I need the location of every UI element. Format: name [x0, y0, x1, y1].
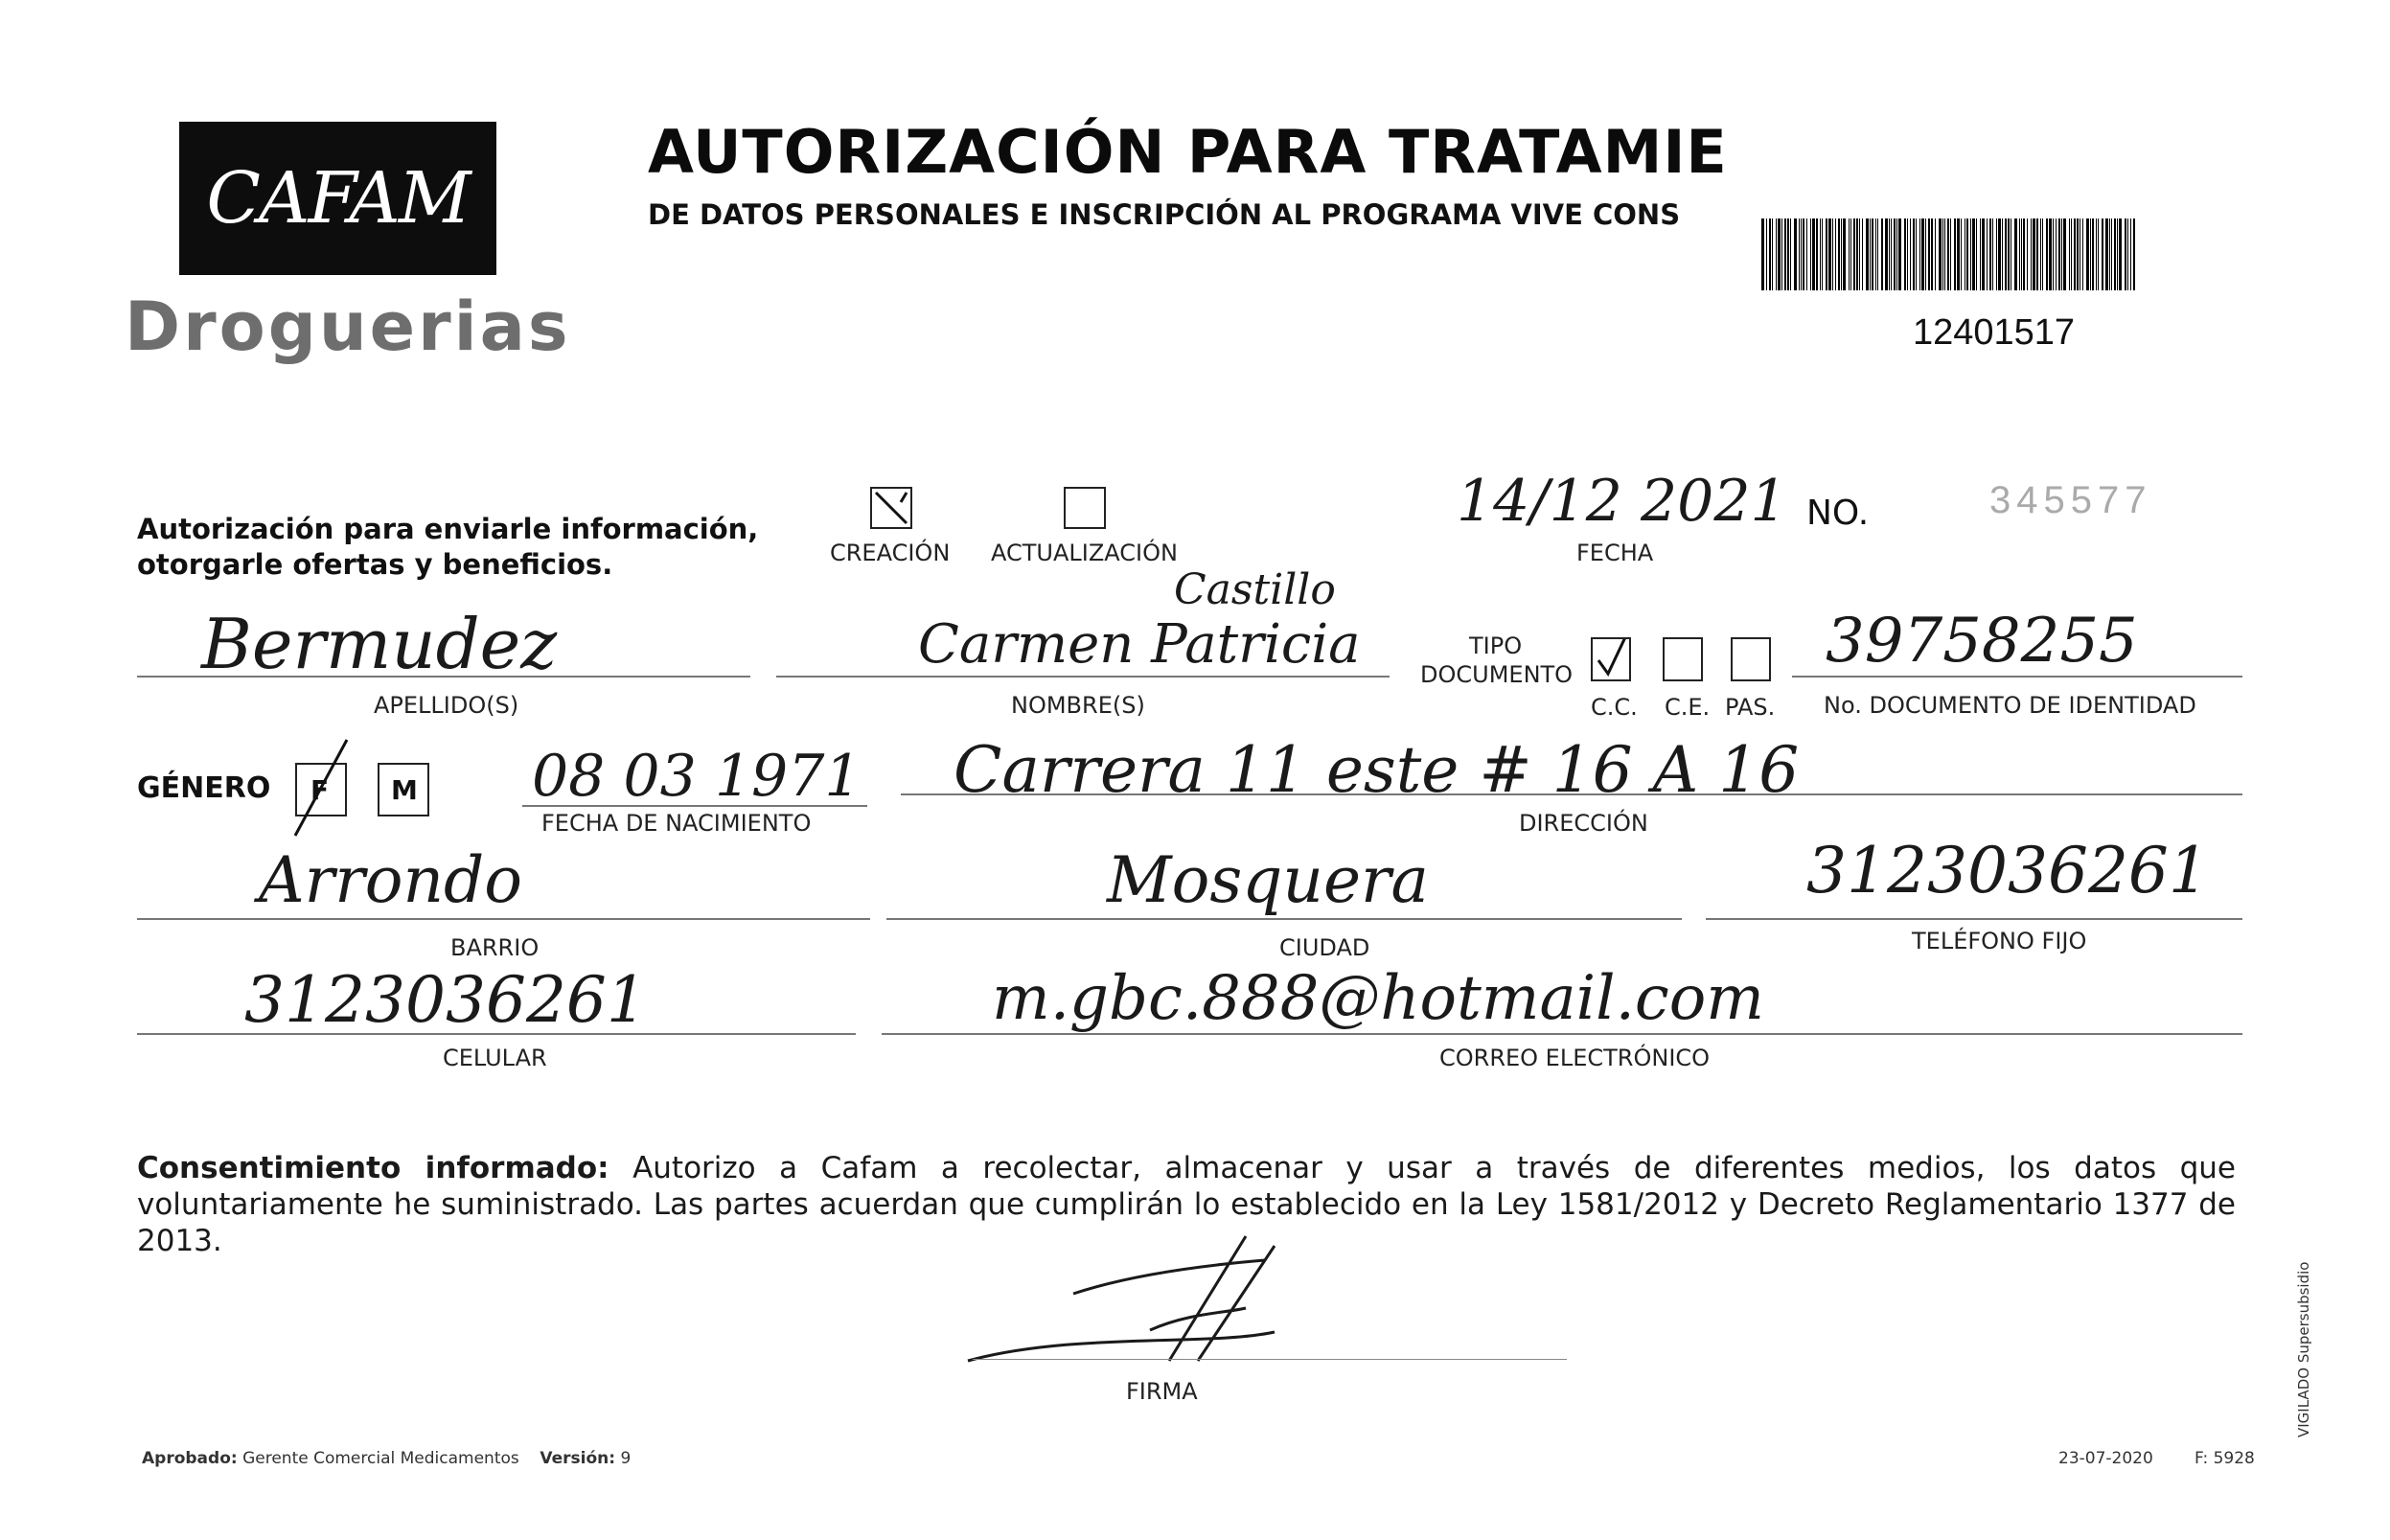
barcode-bar	[1996, 218, 1997, 290]
barcode-bar	[1794, 218, 1797, 290]
barcode-bar	[1891, 218, 1892, 290]
barcode-bar	[1799, 218, 1800, 290]
barcode-bar	[1790, 218, 1791, 290]
barcode-bar	[1992, 218, 1993, 290]
cafam-logo	[179, 122, 496, 275]
barcode-bar	[2077, 218, 2079, 290]
barcode-bar	[1841, 218, 1842, 290]
barcode-bar	[1896, 218, 1897, 290]
barcode-bar	[1801, 218, 1802, 290]
barcode-bar	[2002, 218, 2003, 290]
barcode-bar	[2069, 218, 2070, 290]
creacion-checkbox[interactable]	[870, 487, 912, 529]
barcode-bar	[2071, 218, 2072, 290]
m-label: M	[391, 774, 418, 806]
signature-scribble	[958, 1217, 1303, 1370]
barcode-bar	[1904, 218, 1906, 290]
aprobado-value: Gerente Comercial Medicamentos	[242, 1449, 519, 1468]
barrio-label: BARRIO	[450, 934, 540, 961]
barcode-bar	[1928, 218, 1930, 290]
barcode-bar	[1980, 218, 1981, 290]
barcode-bar	[1982, 218, 1985, 290]
barcode-bar	[1856, 218, 1858, 290]
barcode-bar	[1961, 218, 1962, 290]
tipo-doc-label-1: TIPO	[1469, 632, 1523, 659]
barcode-bar	[1776, 218, 1777, 290]
intro-line-1: Autorización para enviarle información,	[137, 513, 759, 545]
barcode-bar	[1787, 218, 1789, 290]
nacimiento-label: FECHA DE NACIMIENTO	[541, 810, 812, 837]
direccion-label: DIRECCIÓN	[1519, 810, 1648, 837]
footer-date: 23-07-2020	[2058, 1449, 2153, 1468]
barcode-bar	[2096, 218, 2097, 290]
genero-label: GÉNERO	[137, 771, 271, 805]
barcode-bar	[1828, 218, 1831, 290]
barcode-bar	[1872, 218, 1873, 290]
barcode-bar	[1877, 218, 1878, 290]
barcode-bar	[2053, 218, 2054, 290]
no-label: NO.	[1806, 494, 1870, 533]
barcode-bar	[1822, 218, 1823, 290]
barcode-number: 12401517	[1913, 312, 2076, 353]
apellidos-label: APELLIDO(S)	[374, 692, 519, 719]
barcode-bar	[1919, 218, 1920, 290]
barcode-bar	[2127, 218, 2128, 290]
barcode-bar	[1972, 218, 1975, 290]
barcode-bar	[2119, 218, 2122, 290]
cc-label: C.C.	[1591, 694, 1638, 721]
barcode-bar	[1947, 218, 1949, 290]
barcode	[1761, 218, 2142, 290]
barcode-bar	[2040, 218, 2041, 290]
creacion-label: CREACIÓN	[830, 540, 951, 566]
cc-checkbox[interactable]	[1591, 637, 1631, 681]
barcode-bar	[2133, 218, 2135, 290]
barcode-bar	[2114, 218, 2116, 290]
barcode-bar	[1939, 218, 1942, 290]
documento-label: No. DOCUMENTO DE IDENTIDAD	[1824, 692, 2196, 719]
barcode-bar	[1942, 218, 1943, 290]
form-number: 345577	[1989, 479, 2152, 521]
barcode-bar	[1853, 218, 1855, 290]
barcode-bar	[1907, 218, 1908, 290]
document-subtitle: DE DATOS PERSONALES E INSCRIPCIÓN AL PROGRAMA VIVE CONS	[648, 198, 1681, 231]
actualizacion-checkbox[interactable]	[1064, 487, 1106, 529]
barcode-bar	[2058, 218, 2060, 290]
barcode-bar	[2102, 218, 2103, 290]
version-label: Versión:	[540, 1449, 616, 1468]
intro-line-2: otorgarle ofertas y beneficios.	[137, 548, 613, 581]
barcode-bar	[1772, 218, 1773, 290]
logo-subtitle: Droguerias	[125, 287, 571, 366]
barcode-bar	[1843, 218, 1846, 290]
footer-code: F: 5928	[2195, 1449, 2255, 1468]
barcode-bar	[2014, 218, 2017, 290]
ce-checkbox[interactable]	[1663, 637, 1703, 681]
barcode-bar	[1778, 218, 1781, 290]
barcode-bar	[1761, 218, 1764, 290]
barcode-bar	[2090, 218, 2091, 290]
nombres-label: NOMBRE(S)	[1011, 692, 1145, 719]
barcode-bar	[2023, 218, 2025, 290]
nombres-value: Carmen Patricia	[918, 613, 1361, 676]
barcode-bar	[2063, 218, 2066, 290]
consent-text: Autorizo a Cafam a recolectar, almacenar y usar a través de diferentes medios, los datos que voluntariamente he suministrado. Las partes acuerdan que cumplirán lo establecido en la Ley 1581/2012 y Decreto Reglamentario 1377 de 2013.	[137, 1151, 2236, 1258]
barcode-bar	[1835, 218, 1836, 290]
barcode-bar	[1803, 218, 1804, 290]
barcode-bar	[1862, 218, 1863, 290]
barcode-bar	[2125, 218, 2126, 290]
barcode-bar	[1966, 218, 1968, 290]
barcode-bar	[1784, 218, 1786, 290]
barcode-bar	[2021, 218, 2022, 290]
barcode-bar	[1766, 218, 1767, 290]
barcode-bar	[1875, 218, 1876, 290]
footer-approval	[142, 1449, 631, 1468]
barcode-bar	[1881, 218, 1883, 290]
barcode-bar	[1950, 218, 1951, 290]
ciudad-label: CIUDAD	[1279, 934, 1370, 961]
barcode-bar	[2111, 218, 2112, 290]
barcode-bar	[1870, 218, 1871, 290]
barcode-bar	[1816, 218, 1818, 290]
barcode-bar	[1913, 218, 1915, 290]
barcode-bar	[2008, 218, 2010, 290]
genero-f-checkbox[interactable]	[295, 763, 347, 816]
barcode-bar	[1987, 218, 1988, 290]
check-mark-icon	[1593, 639, 1629, 679]
barcode-bar	[2074, 218, 2076, 290]
barcode-bar	[1998, 218, 2001, 290]
pas-label: PAS.	[1725, 694, 1776, 721]
telefono-label: TELÉFONO FIJO	[1912, 928, 2087, 954]
logo-text: CAFAM	[206, 157, 470, 240]
nombres-extra-value: Castillo	[1174, 565, 1336, 614]
aprobado-label: Aprobado:	[142, 1449, 238, 1468]
barcode-bar	[1931, 218, 1933, 290]
ciudad-value: Mosquera	[1107, 843, 1429, 917]
barcode-bar	[1849, 218, 1850, 290]
barcode-bar	[2056, 218, 2057, 290]
barcode-bar	[2105, 218, 2108, 290]
barcode-bar	[1925, 218, 1926, 290]
genero-m-checkbox[interactable]	[378, 763, 429, 816]
barcode-bar	[2033, 218, 2035, 290]
actualizacion-label: ACTUALIZACIÓN	[991, 540, 1178, 566]
barcode-bar	[2027, 218, 2028, 290]
barcode-bar	[1859, 218, 1860, 290]
barcode-bar	[2061, 218, 2062, 290]
celular-value: 3123036261	[244, 963, 647, 1037]
barcode-bar	[1921, 218, 1924, 290]
barcode-bar	[2092, 218, 2094, 290]
documento-value: 39758255	[1826, 606, 2138, 677]
barcode-bar	[1894, 218, 1896, 290]
tipo-doc-label-2: DOCUMENTO	[1420, 661, 1574, 688]
barcode-bar	[1826, 218, 1827, 290]
barcode-bar	[1850, 218, 1851, 290]
barcode-bar	[1806, 218, 1807, 290]
ce-label: C.E.	[1665, 694, 1711, 721]
barcode-bar	[1820, 218, 1821, 290]
barcode-bar	[2049, 218, 2052, 290]
barcode-bar	[1970, 218, 1971, 290]
correo-label: CORREO ELECTRÓNICO	[1439, 1045, 1711, 1071]
fecha-value: 14/12 2021	[1457, 468, 1787, 535]
consent-heading: Consentimiento informado:	[137, 1151, 609, 1185]
check-mark-icon	[287, 736, 355, 841]
direccion-value: Carrera 11 este # 16 A 16	[954, 733, 1800, 807]
barcode-bar	[1889, 218, 1890, 290]
barcode-bar	[2046, 218, 2048, 290]
version-value: 9	[620, 1449, 632, 1468]
check-mark-icon	[872, 489, 910, 527]
barcode-bar	[2082, 218, 2083, 290]
barcode-bar	[1885, 218, 1888, 290]
barcode-bar	[1976, 218, 1977, 290]
barcode-bar	[1812, 218, 1815, 290]
barcode-bar	[1957, 218, 1960, 290]
pas-checkbox[interactable]	[1731, 637, 1771, 681]
barcode-bar	[1910, 218, 1911, 290]
barcode-bar	[2031, 218, 2032, 290]
barcode-bar	[1935, 218, 1936, 290]
barcode-bar	[2117, 218, 2118, 290]
barcode-bar	[1838, 218, 1840, 290]
firma-label: FIRMA	[1126, 1378, 1198, 1405]
barcode-bar	[1898, 218, 1901, 290]
barcode-bar	[1916, 218, 1917, 290]
barcode-bar	[2036, 218, 2038, 290]
barcode-bar	[2130, 218, 2131, 290]
barcode-bar	[1866, 218, 1869, 290]
telefono-value: 3123036261	[1806, 834, 2209, 908]
f-label: F	[310, 774, 330, 806]
barcode-bar	[2098, 218, 2099, 290]
vigilado-mark: VIGILADO Supersubsidio	[2295, 1261, 2312, 1437]
barcode-bar	[2019, 218, 2020, 290]
barcode-bar	[2109, 218, 2110, 290]
barcode-bar	[1954, 218, 1956, 290]
barcode-bar	[1810, 218, 1811, 290]
barcode-bar	[2042, 218, 2043, 290]
celular-label: CELULAR	[443, 1045, 547, 1071]
nacimiento-value: 08 03 1971	[532, 743, 862, 810]
barcode-bar	[2086, 218, 2089, 290]
document-title: AUTORIZACIÓN PARA TRATAMIE	[648, 117, 1728, 187]
barrio-value: Arrondo	[259, 843, 522, 917]
barcode-bar	[1944, 218, 1945, 290]
apellidos-value: Bermudez	[201, 604, 558, 684]
fecha-label: FECHA	[1576, 540, 1654, 566]
barcode-bar	[1781, 218, 1782, 290]
barcode-bar	[2005, 218, 2007, 290]
barcode-bar	[1832, 218, 1833, 290]
correo-value: m.gbc.888@hotmail.com	[992, 963, 1764, 1034]
barcode-bar	[1769, 218, 1771, 290]
barcode-bar	[1989, 218, 1991, 290]
